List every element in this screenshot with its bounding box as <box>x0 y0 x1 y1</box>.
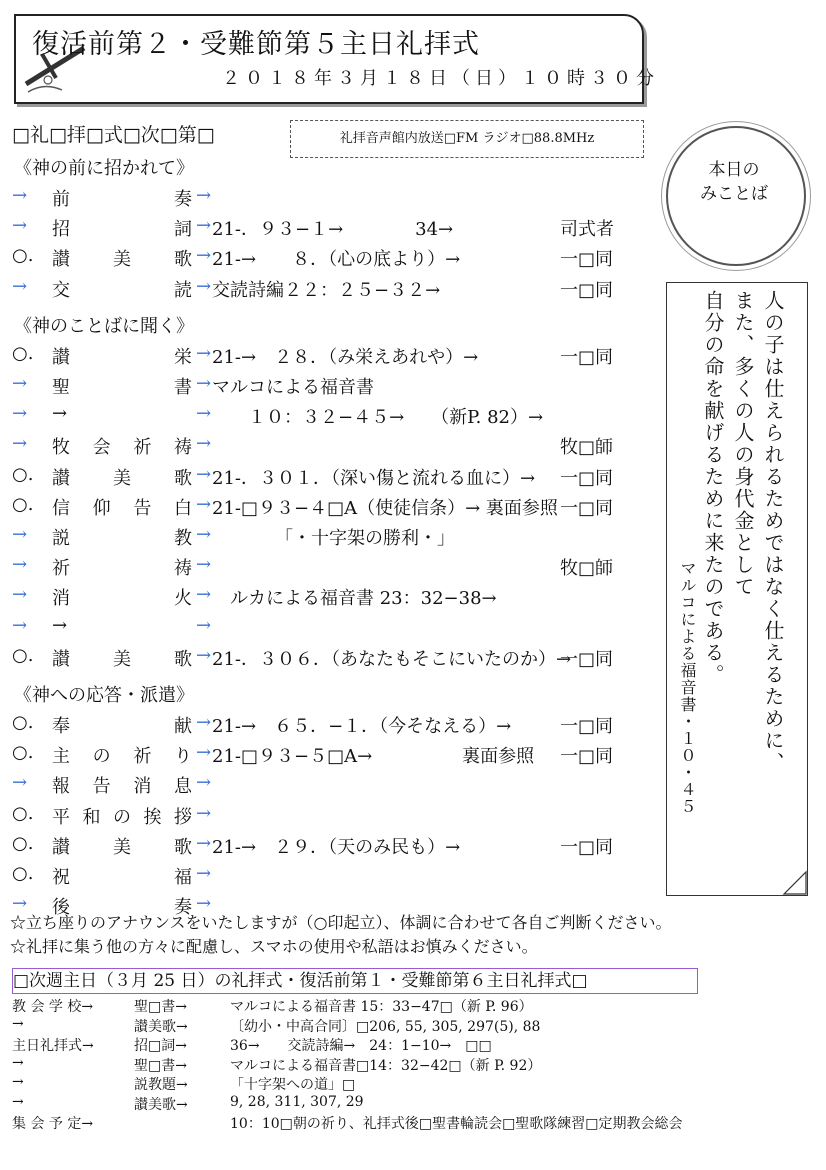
row-leader: 司式者 <box>560 219 614 241</box>
next-week-value: 〔幼小・中高合同〕□206, 55, 305, 297(5), 88 <box>230 1018 541 1035</box>
row-item-name <box>52 554 192 580</box>
next-week-value: 9, 28, 311, 307, 29 <box>230 1093 364 1110</box>
row-mark: → <box>12 185 28 206</box>
item-name-char: 信 <box>52 497 70 519</box>
item-name-char: 奉 <box>52 716 70 737</box>
service-row <box>12 712 652 742</box>
row-item-name <box>52 863 192 889</box>
service-row <box>12 373 652 403</box>
row-mark: → <box>12 433 28 455</box>
row-mark: ○. <box>12 802 34 824</box>
service-row <box>12 803 652 833</box>
row-mark: ○. <box>12 712 34 733</box>
todays-word-label: 本日の みことば <box>700 160 768 204</box>
row-mark: → <box>12 373 28 394</box>
next-week-category: 主日礼拝式→ <box>12 1038 94 1054</box>
item-name-char: の <box>113 806 131 828</box>
row-mark: → <box>12 614 28 636</box>
arrow-icon: → <box>196 712 212 733</box>
row-item-name <box>52 803 192 829</box>
next-week-category: → <box>12 1054 24 1071</box>
service-row <box>12 772 652 802</box>
arrow-icon: → <box>196 863 212 884</box>
row-reference: マルコによる福音書 <box>212 377 374 398</box>
row-item-name <box>52 464 192 490</box>
service-row <box>12 645 652 675</box>
row-mark: ○. <box>12 742 34 764</box>
service-row <box>12 863 652 893</box>
arrow-icon: → <box>196 524 212 545</box>
order-of-worship-heading: □礼□拝□式□次□第□ <box>12 124 215 146</box>
item-name-char: 詞 <box>174 219 192 241</box>
item-name-char: 祷 <box>173 437 192 459</box>
item-name-char: 祈 <box>133 437 152 459</box>
row-mark: → <box>12 215 28 237</box>
row-item-name <box>52 343 192 369</box>
arrow-icon: → <box>196 373 212 394</box>
row-reference: 「・十字架の勝利・」 <box>212 528 455 549</box>
row-leader: 一□同 <box>560 249 614 271</box>
service-row <box>12 615 652 645</box>
item-name-char: 栄 <box>174 346 192 368</box>
item-name-char: 火 <box>174 588 192 610</box>
item-name-char: 福 <box>174 867 192 888</box>
item-name-char: 和 <box>82 806 101 828</box>
item-name-char: 歌 <box>174 648 192 670</box>
item-name-char: 美 <box>113 249 131 271</box>
service-row <box>12 524 652 554</box>
next-week-category: → <box>12 1074 24 1090</box>
row-item-name <box>52 742 192 768</box>
arrow-icon: → <box>196 185 212 206</box>
next-week-value: マルコによる福音書 15：33−47□（新 P. 96） <box>230 999 533 1015</box>
arrow-icon: → <box>196 215 212 237</box>
row-mark: → <box>12 524 28 545</box>
section-heading: 《神の前に招かれて》 <box>14 158 194 179</box>
item-name-char: 読 <box>174 279 192 301</box>
row-mark: → <box>12 554 28 576</box>
next-week-category: → <box>12 1093 24 1110</box>
next-week-category: 教 会 学 校→ <box>12 999 94 1015</box>
row-item-name <box>52 494 192 520</box>
row-mark: ○. <box>12 644 34 666</box>
row-mark: ○. <box>12 342 34 364</box>
service-row <box>12 276 652 306</box>
arrow-icon: → <box>196 802 212 824</box>
next-week-item: 讃美歌→ <box>134 1018 188 1035</box>
service-row <box>12 245 652 275</box>
row-item-name <box>52 712 192 738</box>
item-name-char: 説 <box>52 528 70 549</box>
item-name-char: 招 <box>52 219 70 241</box>
notice-standing: ☆立ち座りのアナウンスをいたしますが（○印起立）、体調に合わせて各自ご判断ください。 <box>10 913 672 932</box>
row-reference: 21-→ ２９．（天のみ民も）→ <box>212 836 461 858</box>
arrow-icon: → <box>196 463 212 485</box>
item-name-char: 献 <box>174 716 192 737</box>
item-name-char: 讃 <box>52 836 70 858</box>
arrow-icon: → <box>196 554 212 576</box>
next-week-value: 10：10□朝の祈り、礼拝式後□聖書輪読会□聖歌隊練習□定期教会総会 <box>230 1116 683 1132</box>
item-name-char: 讃 <box>52 249 70 271</box>
verse-text <box>698 290 788 850</box>
item-name-char: 告 <box>133 497 152 519</box>
row-mark: ○. <box>12 863 34 884</box>
arrow-icon: → <box>196 832 212 854</box>
next-week-category: 集 会 予 定→ <box>12 1116 94 1132</box>
service-date: ２０１８年３月１８日（日）１０時３０分 <box>222 68 659 89</box>
item-name-char: 美 <box>113 836 131 858</box>
row-item-name <box>52 615 192 636</box>
row-item-name <box>52 772 192 798</box>
section-heading: 《神のことばに聞く》 <box>14 315 194 337</box>
item-name-char: 歌 <box>174 836 192 858</box>
item-name-char: 書 <box>174 377 192 398</box>
verse-line: また、多くの人の身代金として <box>731 290 755 598</box>
service-row <box>12 584 652 614</box>
arrow-icon: → <box>196 772 212 794</box>
arrow-icon: → <box>196 245 212 267</box>
item-name-char: 奏 <box>174 897 192 919</box>
item-name-char: 讃 <box>52 346 70 368</box>
next-week-item: 聖□書→ <box>134 1057 187 1074</box>
row-item-name <box>52 185 192 211</box>
service-row <box>12 343 652 373</box>
item-name-char: 消 <box>133 776 152 798</box>
arrow-icon: → <box>196 644 212 666</box>
row-item-name <box>52 403 192 424</box>
item-name-char: 祈 <box>52 558 70 580</box>
item-name-char: 前 <box>52 189 70 210</box>
row-leader: 一□同 <box>560 716 614 737</box>
row-reference: 21-→ ２８．（み栄えあれや）→ <box>212 346 479 368</box>
row-reference: 21-．３０６．（あなたもそこにいたのか）→ <box>212 648 572 670</box>
next-week-value: マルコによる福音書□14：32−42□（新 P. 92） <box>230 1057 542 1074</box>
item-name-char: の <box>92 746 111 768</box>
row-reference: １０：３２−４５→ （新P. 82）→ <box>212 407 544 429</box>
next-week-heading: □次週主日（３月 25 日）の礼拝式・復活前第１・受難節第６主日礼拝式□ <box>12 968 698 994</box>
item-name-char: 消 <box>52 588 70 610</box>
row-leader: 一□同 <box>560 746 614 768</box>
next-week-item: 招□詞→ <box>134 1038 187 1054</box>
row-mark: ○. <box>12 463 34 485</box>
item-name-char: 讃 <box>52 648 70 670</box>
broadcast-info: 礼拝音声館内放送□FM ラジオ□88.8MHz <box>290 120 644 158</box>
item-name-char: 息 <box>173 776 192 798</box>
row-mark: → <box>12 893 28 915</box>
item-name-char: 交 <box>52 279 70 301</box>
service-row <box>12 403 652 433</box>
item-name-char: 美 <box>113 648 131 670</box>
item-name-char: 讃 <box>52 467 70 489</box>
service-row <box>12 215 652 245</box>
row-reference: 21-□９３−５□A→ 裏面参照 <box>212 746 535 768</box>
arrow-icon: → <box>196 275 212 297</box>
page-curl-icon <box>782 866 808 896</box>
row-reference: 21-．３０１．（深い傷と流れる血に）→ <box>212 467 536 489</box>
row-leader: 一□同 <box>560 467 614 489</box>
item-name-char: 平 <box>52 806 70 828</box>
row-item-name <box>52 833 192 859</box>
service-row <box>12 464 652 494</box>
next-week-category: → <box>12 1015 24 1032</box>
row-mark: → <box>12 584 28 606</box>
row-reference: 21-□９３−４□A（使徒信条）→ 裏面参照 <box>212 497 558 519</box>
item-name-char: 美 <box>113 467 131 489</box>
row-mark: → <box>12 275 28 297</box>
arrow-icon: → <box>196 433 212 455</box>
item-name-char: 奏 <box>174 189 192 210</box>
service-row <box>12 494 652 524</box>
arrow-icon: → <box>196 342 212 364</box>
row-reference: 21-→ ６５．−１．（今そなえる）→ <box>212 716 512 737</box>
service-row <box>12 742 652 772</box>
row-reference: ルカによる福音書 23：32−38→ <box>212 588 497 610</box>
row-mark: ○. <box>12 245 34 267</box>
row-leader: 一□同 <box>560 279 614 301</box>
row-leader: 牧□師 <box>560 437 614 459</box>
item-name-char: 牧 <box>52 437 70 459</box>
row-item-name <box>52 245 192 271</box>
item-name-char: 挨 <box>143 806 162 828</box>
item-name-char: → <box>52 614 68 636</box>
arrow-icon: → <box>196 614 212 636</box>
item-name-char: 報 <box>52 776 70 798</box>
item-name-char: 拶 <box>174 806 192 828</box>
arrow-icon: → <box>196 893 212 915</box>
item-name-char: 告 <box>92 776 111 798</box>
arrow-icon: → <box>196 742 212 764</box>
row-item-name <box>52 645 192 671</box>
row-item-name <box>52 433 192 459</box>
item-name-char: 祷 <box>174 558 192 580</box>
verse-line: 自分の命を献げるために来たのである。 <box>701 290 725 686</box>
next-week-item: 説教題→ <box>134 1077 188 1093</box>
next-week-value: 「十字架への道」□ <box>230 1077 356 1093</box>
next-week-item: 讃美歌→ <box>134 1096 188 1113</box>
row-item-name <box>52 584 192 610</box>
row-reference: 21-．９３−１→ 34→ <box>212 219 454 241</box>
row-item-name <box>52 215 192 241</box>
row-leader: 一□同 <box>560 497 614 519</box>
next-week-value: 36→ 交読詩編→ 24：1−10→ □□ <box>230 1038 492 1054</box>
item-name-char: 後 <box>52 897 70 919</box>
row-leader: 一□同 <box>560 346 614 368</box>
row-leader: 一□同 <box>560 836 614 858</box>
item-name-char: り <box>173 746 192 768</box>
notice-etiquette: ☆礼拝に集う他の方々に配慮し、スマホの使用や私語はお慎みください。 <box>10 937 538 956</box>
item-name-char: 聖 <box>52 377 70 398</box>
item-name-char: 歌 <box>174 249 192 271</box>
service-row <box>12 833 652 863</box>
page-title: 復活前第２・受難節第５主日礼拝式 <box>32 29 480 60</box>
section-heading: 《神への応答・派遣》 <box>14 685 194 706</box>
item-name-char: 教 <box>174 528 192 549</box>
item-name-char: 白 <box>173 497 192 519</box>
item-name-char: 会 <box>92 437 111 459</box>
arrow-icon: → <box>196 584 212 606</box>
row-item-name <box>52 276 192 302</box>
item-name-char: 祝 <box>52 867 70 888</box>
service-row <box>12 554 652 584</box>
verse-line: 人の子は仕えられるためではなく仕えるために、 <box>761 290 785 774</box>
arrow-icon: → <box>196 493 212 515</box>
row-mark: → <box>12 772 28 794</box>
arrow-icon: → <box>196 403 212 425</box>
item-name-char: → <box>52 403 68 425</box>
next-week-item: 聖□書→ <box>134 999 187 1015</box>
item-name-char: 歌 <box>174 467 192 489</box>
row-reference: 21-→ ８．（心の底より）→ <box>212 249 461 271</box>
row-leader: 牧□師 <box>560 558 614 580</box>
row-mark: ○. <box>12 493 34 515</box>
row-mark: ○. <box>12 832 34 854</box>
row-item-name <box>52 524 192 550</box>
verse-reference: マルコによる福音書・１０・４５ <box>678 560 697 815</box>
row-leader: 一□同 <box>560 648 614 670</box>
item-name-char: 祈 <box>133 746 152 768</box>
row-reference: 交読詩編２２：２５−３２→ <box>212 279 441 301</box>
row-item-name <box>52 373 192 399</box>
service-row <box>12 433 652 463</box>
service-row <box>12 185 652 215</box>
item-name-char: 仰 <box>92 497 111 519</box>
row-mark: → <box>12 403 28 425</box>
item-name-char: 主 <box>52 746 70 768</box>
